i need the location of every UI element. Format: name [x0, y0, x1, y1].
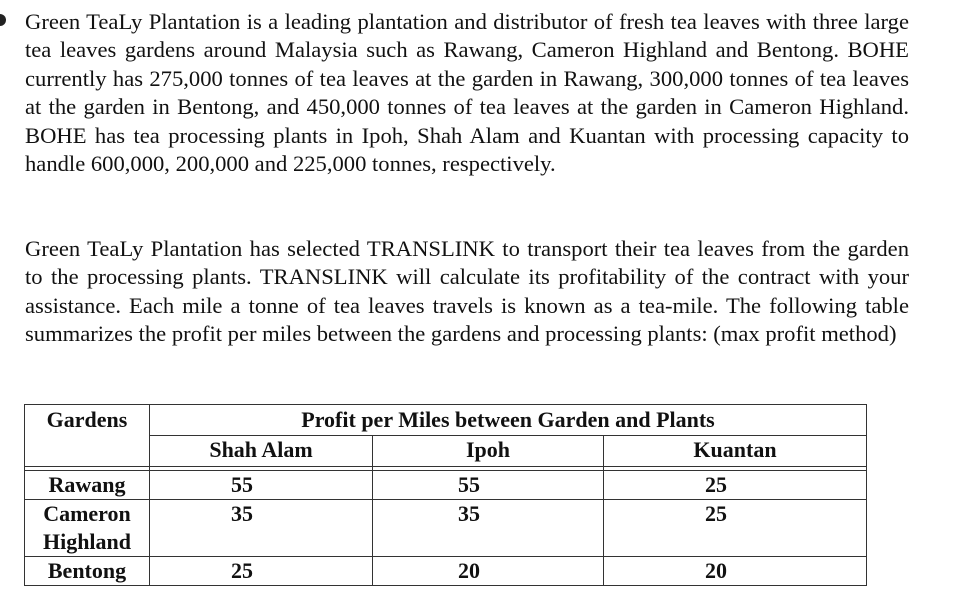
cell-cameron-kuantan	[604, 500, 867, 557]
table-row	[25, 471, 867, 500]
group-header: Profit per Miles between Garden and Plants	[150, 405, 867, 436]
cell-bentong-ipoh	[373, 557, 604, 586]
cell-cameron-ipoh	[373, 500, 604, 557]
cell-bentong-shah-alam	[150, 557, 373, 586]
garden-cameron-line2: Highland	[42, 529, 132, 554]
col-header-ipoh: Ipoh	[373, 436, 604, 467]
cell-value: 25	[705, 501, 727, 526]
cell-value: 55	[231, 472, 253, 497]
contract-paragraph: Green TeaLy Plantation has selected TRANSLINK to transport their tea leaves from the garden to the processing plants. TRANSLINK will calculate its profitability of the contract with your assistance. Each mile a tonne of tea leaves travels is known as a tea-mile. The following table summarizes the profit per miles between the gardens and processing plants: (max profit method)	[25, 236, 909, 347]
table-row	[25, 500, 867, 557]
garden-bentong: Bentong	[25, 557, 150, 586]
cell-rawang-kuantan	[604, 471, 867, 500]
cell-value: 25	[231, 558, 253, 583]
table-header-row	[25, 405, 867, 436]
cell-rawang-shah-alam	[150, 471, 373, 500]
garden-cameron-highland	[25, 500, 150, 557]
table-subheader-row	[25, 436, 867, 467]
cell-value: 35	[231, 501, 253, 526]
cell-cameron-shah-alam	[150, 500, 373, 557]
intro-paragraph: Green TeaLy Plantation is a leading plantation and distributor of fresh tea leaves with three large tea leaves gardens around Malaysia such as Rawang, Cameron Highland and Bentong. BOHE currently has 275,000 tonnes of tea leaves at the garden in Rawang, 300,000 tonnes of tea leaves at the garden in Bentong, and 450,000 tonnes of tea leaves at the garden in Cameron Highland. BOHE has tea processing plants in Ipoh, Shah Alam and Kuantan with processing capacity to handle 600,000, 200,000 and 225,000 tonnes, respectively.	[25, 9, 909, 177]
col-header-shah-alam: Shah Alam	[150, 436, 373, 467]
cell-value: 20	[705, 558, 727, 583]
table-row	[25, 557, 867, 586]
cell-bentong-kuantan	[604, 557, 867, 586]
bullet-marker	[0, 14, 6, 26]
cell-value: 35	[458, 501, 480, 526]
cell-value: 55	[458, 472, 480, 497]
garden-cameron-line1: Cameron	[43, 501, 131, 526]
cell-rawang-ipoh	[373, 471, 604, 500]
gardens-header: Gardens	[25, 405, 150, 467]
garden-rawang: Rawang	[25, 471, 150, 500]
cell-value: 20	[458, 558, 480, 583]
col-header-kuantan: Kuantan	[604, 436, 867, 467]
profit-table	[24, 404, 867, 586]
cell-value: 25	[705, 472, 727, 497]
